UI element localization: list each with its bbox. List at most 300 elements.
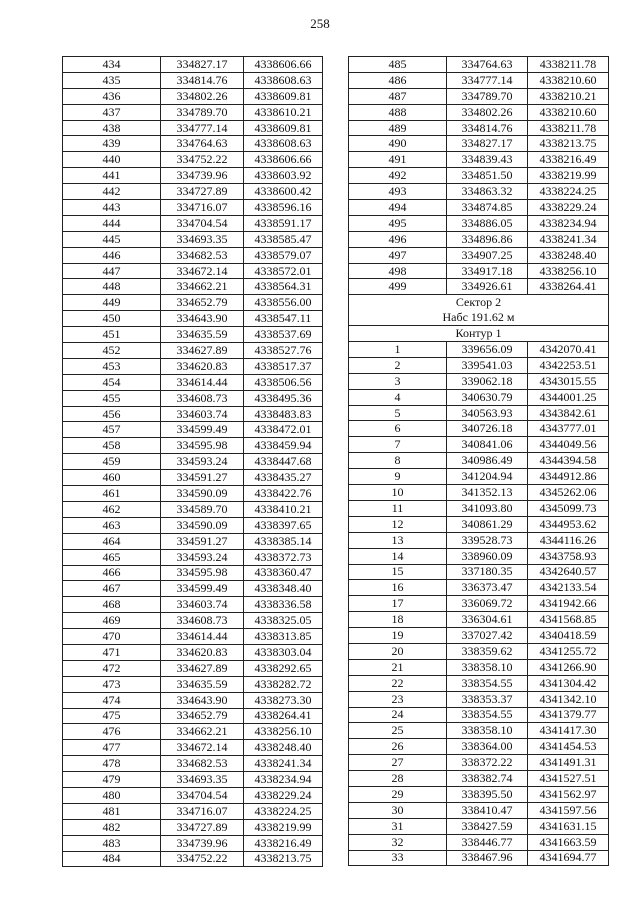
y-coordinate-cell: 4338264.41 bbox=[528, 279, 609, 295]
table-row bbox=[63, 756, 323, 772]
table-row bbox=[349, 453, 609, 469]
table-row bbox=[63, 200, 323, 216]
y-coordinate-cell: 4338435.27 bbox=[244, 470, 323, 486]
table-row bbox=[63, 136, 323, 152]
table-row bbox=[63, 613, 323, 629]
x-coordinate-cell: 338353.37 bbox=[447, 691, 528, 707]
point-number-cell: 493 bbox=[349, 184, 447, 200]
x-coordinate-cell: 340630.79 bbox=[447, 389, 528, 405]
point-number-cell: 1 bbox=[349, 342, 447, 358]
x-coordinate-cell: 337027.42 bbox=[447, 628, 528, 644]
table-row bbox=[349, 247, 609, 263]
x-coordinate-cell: 334727.89 bbox=[161, 184, 244, 200]
point-number-cell: 4 bbox=[349, 389, 447, 405]
point-number-cell: 445 bbox=[63, 231, 161, 247]
y-coordinate-cell: 4338603.92 bbox=[244, 168, 323, 184]
x-coordinate-cell: 338960.09 bbox=[447, 548, 528, 564]
y-coordinate-cell: 4338609.81 bbox=[244, 88, 323, 104]
table-row bbox=[349, 548, 609, 564]
point-number-cell: 485 bbox=[349, 57, 447, 73]
x-coordinate-cell: 334635.59 bbox=[161, 676, 244, 692]
point-number-cell: 440 bbox=[63, 152, 161, 168]
x-coordinate-cell: 334886.05 bbox=[447, 215, 528, 231]
y-coordinate-cell: 4338241.34 bbox=[244, 756, 323, 772]
x-coordinate-cell: 340563.93 bbox=[447, 405, 528, 421]
x-coordinate-cell: 338467.96 bbox=[447, 850, 528, 866]
y-coordinate-cell: 4338292.65 bbox=[244, 660, 323, 676]
x-coordinate-cell: 334777.14 bbox=[161, 120, 244, 136]
y-coordinate-cell: 4338241.34 bbox=[528, 231, 609, 247]
point-number-cell: 466 bbox=[63, 565, 161, 581]
point-number-cell: 21 bbox=[349, 659, 447, 675]
table-row bbox=[349, 564, 609, 580]
x-coordinate-cell: 338364.00 bbox=[447, 739, 528, 755]
y-coordinate-cell: 4338256.10 bbox=[528, 263, 609, 279]
table-row bbox=[349, 516, 609, 532]
table-row bbox=[63, 215, 323, 231]
x-coordinate-cell: 341352.13 bbox=[447, 485, 528, 501]
table-row bbox=[349, 168, 609, 184]
table-row bbox=[63, 374, 323, 390]
table-row bbox=[349, 596, 609, 612]
table-row bbox=[63, 120, 323, 136]
x-coordinate-cell: 334764.63 bbox=[161, 136, 244, 152]
y-coordinate-cell: 4338385.14 bbox=[244, 533, 323, 549]
x-coordinate-cell: 334590.09 bbox=[161, 517, 244, 533]
y-coordinate-cell: 4342253.51 bbox=[528, 357, 609, 373]
x-coordinate-cell: 334752.22 bbox=[161, 851, 244, 867]
point-number-cell: 483 bbox=[63, 835, 161, 851]
table-row bbox=[349, 675, 609, 691]
point-number-cell: 441 bbox=[63, 168, 161, 184]
x-coordinate-cell: 334827.17 bbox=[161, 57, 244, 73]
point-number-cell: 439 bbox=[63, 136, 161, 152]
table-row bbox=[349, 231, 609, 247]
table-row bbox=[63, 422, 323, 438]
table-row bbox=[63, 803, 323, 819]
y-coordinate-cell: 4338256.10 bbox=[244, 724, 323, 740]
point-number-cell: 496 bbox=[349, 231, 447, 247]
y-coordinate-cell: 4341562.97 bbox=[528, 786, 609, 802]
table-row bbox=[63, 279, 323, 295]
point-number-cell: 16 bbox=[349, 580, 447, 596]
x-coordinate-cell: 338358.10 bbox=[447, 723, 528, 739]
y-coordinate-cell: 4342070.41 bbox=[528, 342, 609, 358]
x-coordinate-cell: 334704.54 bbox=[161, 215, 244, 231]
y-coordinate-cell: 4344394.58 bbox=[528, 453, 609, 469]
table-row bbox=[63, 692, 323, 708]
point-number-cell: 490 bbox=[349, 136, 447, 152]
table-row bbox=[349, 263, 609, 279]
table-row bbox=[349, 691, 609, 707]
x-coordinate-cell: 334662.21 bbox=[161, 724, 244, 740]
y-coordinate-cell: 4338422.76 bbox=[244, 486, 323, 502]
point-number-cell: 18 bbox=[349, 612, 447, 628]
y-coordinate-cell: 4338211.78 bbox=[528, 57, 609, 73]
y-coordinate-cell: 4341255.72 bbox=[528, 643, 609, 659]
x-coordinate-cell: 340726.18 bbox=[447, 421, 528, 437]
point-number-cell: 463 bbox=[63, 517, 161, 533]
point-number-cell: 460 bbox=[63, 470, 161, 486]
x-coordinate-cell: 336373.47 bbox=[447, 580, 528, 596]
y-coordinate-cell: 4338608.63 bbox=[244, 136, 323, 152]
point-number-cell: 22 bbox=[349, 675, 447, 691]
x-coordinate-cell: 334614.44 bbox=[161, 629, 244, 645]
point-number-cell: 478 bbox=[63, 756, 161, 772]
table-row bbox=[63, 597, 323, 613]
y-coordinate-cell: 4345099.73 bbox=[528, 500, 609, 516]
y-coordinate-cell: 4343015.55 bbox=[528, 373, 609, 389]
point-number-cell: 19 bbox=[349, 628, 447, 644]
y-coordinate-cell: 4341266.90 bbox=[528, 659, 609, 675]
sector-title-row bbox=[349, 295, 609, 310]
table-row bbox=[349, 120, 609, 136]
y-coordinate-cell: 4338547.11 bbox=[244, 311, 323, 327]
table-row bbox=[63, 184, 323, 200]
x-coordinate-cell: 334827.17 bbox=[447, 136, 528, 152]
y-coordinate-cell: 4341942.66 bbox=[528, 596, 609, 612]
x-coordinate-cell: 334627.89 bbox=[161, 343, 244, 359]
y-coordinate-cell: 4344116.26 bbox=[528, 532, 609, 548]
table-row bbox=[63, 565, 323, 581]
table-row bbox=[349, 357, 609, 373]
point-number-cell: 479 bbox=[63, 772, 161, 788]
y-coordinate-cell: 4338596.16 bbox=[244, 200, 323, 216]
sector-title: Сектор 2 bbox=[349, 295, 609, 310]
x-coordinate-cell: 334789.70 bbox=[161, 104, 244, 120]
point-number-cell: 495 bbox=[349, 215, 447, 231]
y-coordinate-cell: 4338360.47 bbox=[244, 565, 323, 581]
x-coordinate-cell: 340841.06 bbox=[447, 437, 528, 453]
table-row bbox=[63, 629, 323, 645]
x-coordinate-cell: 334590.09 bbox=[161, 486, 244, 502]
y-coordinate-cell: 4338348.40 bbox=[244, 581, 323, 597]
x-coordinate-cell: 340986.49 bbox=[447, 453, 528, 469]
x-coordinate-cell: 334599.49 bbox=[161, 422, 244, 438]
table-row bbox=[349, 659, 609, 675]
point-number-cell: 23 bbox=[349, 691, 447, 707]
point-number-cell: 447 bbox=[63, 263, 161, 279]
point-number-cell: 443 bbox=[63, 200, 161, 216]
table-row bbox=[349, 739, 609, 755]
point-number-cell: 437 bbox=[63, 104, 161, 120]
table-row bbox=[349, 88, 609, 104]
y-coordinate-cell: 4338234.94 bbox=[528, 215, 609, 231]
point-number-cell: 476 bbox=[63, 724, 161, 740]
x-coordinate-cell: 338354.55 bbox=[447, 675, 528, 691]
point-number-cell: 17 bbox=[349, 596, 447, 612]
point-number-cell: 446 bbox=[63, 247, 161, 263]
y-coordinate-cell: 4338273.30 bbox=[244, 692, 323, 708]
table-row bbox=[349, 850, 609, 866]
x-coordinate-cell: 334603.74 bbox=[161, 597, 244, 613]
x-coordinate-cell: 334907.25 bbox=[447, 247, 528, 263]
point-number-cell: 454 bbox=[63, 374, 161, 390]
point-number-cell: 465 bbox=[63, 549, 161, 565]
point-number-cell: 5 bbox=[349, 405, 447, 421]
table-row bbox=[63, 517, 323, 533]
coordinates-table-right bbox=[348, 56, 609, 866]
y-coordinate-cell: 4341527.51 bbox=[528, 771, 609, 787]
y-coordinate-cell: 4338610.21 bbox=[244, 104, 323, 120]
x-coordinate-cell: 334620.83 bbox=[161, 644, 244, 660]
y-coordinate-cell: 4341454.53 bbox=[528, 739, 609, 755]
contour-title: Контур 1 bbox=[349, 326, 609, 342]
table-row bbox=[63, 581, 323, 597]
point-number-cell: 436 bbox=[63, 88, 161, 104]
x-coordinate-cell: 334614.44 bbox=[161, 374, 244, 390]
table-row bbox=[63, 835, 323, 851]
x-coordinate-cell: 334926.61 bbox=[447, 279, 528, 295]
x-coordinate-cell: 339528.73 bbox=[447, 532, 528, 548]
page-number: 258 bbox=[310, 16, 330, 31]
point-number-cell: 3 bbox=[349, 373, 447, 389]
table-row bbox=[63, 390, 323, 406]
table-row bbox=[349, 532, 609, 548]
table-row bbox=[349, 421, 609, 437]
x-coordinate-cell: 334704.54 bbox=[161, 787, 244, 803]
y-coordinate-cell: 4338216.49 bbox=[528, 152, 609, 168]
x-coordinate-cell: 334777.14 bbox=[447, 72, 528, 88]
point-number-cell: 32 bbox=[349, 834, 447, 850]
x-coordinate-cell: 334739.96 bbox=[161, 835, 244, 851]
x-coordinate-cell: 340861.29 bbox=[447, 516, 528, 532]
table-row bbox=[349, 643, 609, 659]
point-number-cell: 456 bbox=[63, 406, 161, 422]
x-coordinate-cell: 339541.03 bbox=[447, 357, 528, 373]
table-row bbox=[349, 723, 609, 739]
y-coordinate-cell: 4338556.00 bbox=[244, 295, 323, 311]
x-coordinate-cell: 338358.10 bbox=[447, 659, 528, 675]
y-coordinate-cell: 4338210.21 bbox=[528, 88, 609, 104]
point-number-cell: 444 bbox=[63, 215, 161, 231]
y-coordinate-cell: 4338564.31 bbox=[244, 279, 323, 295]
point-number-cell: 494 bbox=[349, 200, 447, 216]
coordinates-table-left bbox=[62, 56, 323, 867]
point-number-cell: 29 bbox=[349, 786, 447, 802]
x-coordinate-cell: 334789.70 bbox=[447, 88, 528, 104]
table-row bbox=[63, 454, 323, 470]
point-number-cell: 438 bbox=[63, 120, 161, 136]
table-row bbox=[349, 152, 609, 168]
point-number-cell: 449 bbox=[63, 295, 161, 311]
x-coordinate-cell: 334839.43 bbox=[447, 152, 528, 168]
table-row bbox=[63, 787, 323, 803]
table-row bbox=[349, 786, 609, 802]
point-number-cell: 14 bbox=[349, 548, 447, 564]
table-row bbox=[63, 358, 323, 374]
table-row bbox=[63, 676, 323, 692]
table-row bbox=[349, 200, 609, 216]
point-number-cell: 469 bbox=[63, 613, 161, 629]
y-coordinate-cell: 4344001.25 bbox=[528, 389, 609, 405]
table-row bbox=[349, 437, 609, 453]
x-coordinate-cell: 338427.59 bbox=[447, 818, 528, 834]
y-coordinate-cell: 4338219.99 bbox=[528, 168, 609, 184]
x-coordinate-cell: 334693.35 bbox=[161, 772, 244, 788]
point-number-cell: 458 bbox=[63, 438, 161, 454]
y-coordinate-cell: 4344049.56 bbox=[528, 437, 609, 453]
x-coordinate-cell: 334752.22 bbox=[161, 152, 244, 168]
y-coordinate-cell: 4338506.56 bbox=[244, 374, 323, 390]
table-row bbox=[349, 136, 609, 152]
y-coordinate-cell: 4338527.76 bbox=[244, 343, 323, 359]
point-number-cell: 473 bbox=[63, 676, 161, 692]
table-row bbox=[63, 406, 323, 422]
y-coordinate-cell: 4338325.05 bbox=[244, 613, 323, 629]
y-coordinate-cell: 4341342.10 bbox=[528, 691, 609, 707]
point-number-cell: 31 bbox=[349, 818, 447, 834]
table-row bbox=[63, 72, 323, 88]
y-coordinate-cell: 4338264.41 bbox=[244, 708, 323, 724]
x-coordinate-cell: 334672.14 bbox=[161, 263, 244, 279]
point-number-cell: 452 bbox=[63, 343, 161, 359]
y-coordinate-cell: 4338600.42 bbox=[244, 184, 323, 200]
point-number-cell: 498 bbox=[349, 263, 447, 279]
y-coordinate-cell: 4338397.65 bbox=[244, 517, 323, 533]
table-row bbox=[349, 771, 609, 787]
table-row bbox=[349, 342, 609, 358]
table-row bbox=[349, 57, 609, 73]
table-row bbox=[349, 215, 609, 231]
y-coordinate-cell: 4338572.01 bbox=[244, 263, 323, 279]
x-coordinate-cell: 337180.35 bbox=[447, 564, 528, 580]
x-coordinate-cell: 334851.50 bbox=[447, 168, 528, 184]
x-coordinate-cell: 341093.80 bbox=[447, 500, 528, 516]
table-row bbox=[63, 819, 323, 835]
x-coordinate-cell: 334595.98 bbox=[161, 438, 244, 454]
y-coordinate-cell: 4338372.73 bbox=[244, 549, 323, 565]
point-number-cell: 472 bbox=[63, 660, 161, 676]
x-coordinate-cell: 334863.32 bbox=[447, 184, 528, 200]
y-coordinate-cell: 4338537.69 bbox=[244, 327, 323, 343]
x-coordinate-cell: 334917.18 bbox=[447, 263, 528, 279]
table-row bbox=[349, 469, 609, 485]
table-row bbox=[63, 740, 323, 756]
y-coordinate-cell: 4341597.56 bbox=[528, 802, 609, 818]
y-coordinate-cell: 4338216.49 bbox=[244, 835, 323, 851]
x-coordinate-cell: 334682.53 bbox=[161, 756, 244, 772]
x-coordinate-cell: 334652.79 bbox=[161, 708, 244, 724]
x-coordinate-cell: 338446.77 bbox=[447, 834, 528, 850]
x-coordinate-cell: 334603.74 bbox=[161, 406, 244, 422]
point-number-cell: 450 bbox=[63, 311, 161, 327]
x-coordinate-cell: 334591.27 bbox=[161, 533, 244, 549]
y-coordinate-cell: 4338219.99 bbox=[244, 819, 323, 835]
y-coordinate-cell: 4338282.72 bbox=[244, 676, 323, 692]
table-row bbox=[63, 152, 323, 168]
x-coordinate-cell: 339062.18 bbox=[447, 373, 528, 389]
y-coordinate-cell: 4338336.58 bbox=[244, 597, 323, 613]
y-coordinate-cell: 4338229.24 bbox=[244, 787, 323, 803]
table-row bbox=[349, 818, 609, 834]
y-coordinate-cell: 4338591.17 bbox=[244, 215, 323, 231]
y-coordinate-cell: 4338213.75 bbox=[528, 136, 609, 152]
point-number-cell: 455 bbox=[63, 390, 161, 406]
y-coordinate-cell: 4341491.31 bbox=[528, 755, 609, 771]
table-row bbox=[63, 168, 323, 184]
point-number-cell: 26 bbox=[349, 739, 447, 755]
x-coordinate-cell: 334716.07 bbox=[161, 200, 244, 216]
y-coordinate-cell: 4338313.85 bbox=[244, 629, 323, 645]
x-coordinate-cell: 334716.07 bbox=[161, 803, 244, 819]
table-row bbox=[63, 343, 323, 359]
point-number-cell: 475 bbox=[63, 708, 161, 724]
point-number-cell: 10 bbox=[349, 485, 447, 501]
table-row bbox=[63, 501, 323, 517]
point-number-cell: 11 bbox=[349, 500, 447, 516]
x-coordinate-cell: 336069.72 bbox=[447, 596, 528, 612]
x-coordinate-cell: 338359.62 bbox=[447, 643, 528, 659]
x-coordinate-cell: 334608.73 bbox=[161, 613, 244, 629]
point-number-cell: 468 bbox=[63, 597, 161, 613]
table-row bbox=[63, 231, 323, 247]
point-number-cell: 471 bbox=[63, 644, 161, 660]
x-coordinate-cell: 334652.79 bbox=[161, 295, 244, 311]
table-row bbox=[63, 549, 323, 565]
table-row bbox=[63, 851, 323, 867]
x-coordinate-cell: 334874.85 bbox=[447, 200, 528, 216]
table-row bbox=[349, 405, 609, 421]
x-coordinate-cell: 338382.74 bbox=[447, 771, 528, 787]
y-coordinate-cell: 4343842.61 bbox=[528, 405, 609, 421]
point-number-cell: 482 bbox=[63, 819, 161, 835]
table-row bbox=[349, 184, 609, 200]
y-coordinate-cell: 4338213.75 bbox=[244, 851, 323, 867]
y-coordinate-cell: 4343777.01 bbox=[528, 421, 609, 437]
table-row bbox=[349, 580, 609, 596]
table-row bbox=[349, 485, 609, 501]
x-coordinate-cell: 336304.61 bbox=[447, 612, 528, 628]
x-coordinate-cell: 334608.73 bbox=[161, 390, 244, 406]
y-coordinate-cell: 4338303.04 bbox=[244, 644, 323, 660]
x-coordinate-cell: 334662.21 bbox=[161, 279, 244, 295]
point-number-cell: 8 bbox=[349, 453, 447, 469]
y-coordinate-cell: 4338483.83 bbox=[244, 406, 323, 422]
point-number-cell: 489 bbox=[349, 120, 447, 136]
point-number-cell: 491 bbox=[349, 152, 447, 168]
x-coordinate-cell: 334589.70 bbox=[161, 501, 244, 517]
y-coordinate-cell: 4338585.47 bbox=[244, 231, 323, 247]
y-coordinate-cell: 4338224.25 bbox=[528, 184, 609, 200]
table-row bbox=[63, 88, 323, 104]
y-coordinate-cell: 4344912.86 bbox=[528, 469, 609, 485]
x-coordinate-cell: 334595.98 bbox=[161, 565, 244, 581]
x-coordinate-cell: 338372.22 bbox=[447, 755, 528, 771]
point-number-cell: 13 bbox=[349, 532, 447, 548]
table-row bbox=[63, 311, 323, 327]
y-coordinate-cell: 4342640.57 bbox=[528, 564, 609, 580]
x-coordinate-cell: 338354.55 bbox=[447, 707, 528, 723]
x-coordinate-cell: 334814.76 bbox=[447, 120, 528, 136]
table-row bbox=[63, 724, 323, 740]
x-coordinate-cell: 334739.96 bbox=[161, 168, 244, 184]
point-number-cell: 435 bbox=[63, 72, 161, 88]
point-number-cell: 7 bbox=[349, 437, 447, 453]
x-coordinate-cell: 334591.27 bbox=[161, 470, 244, 486]
x-coordinate-cell: 341204.94 bbox=[447, 469, 528, 485]
y-coordinate-cell: 4338495.36 bbox=[244, 390, 323, 406]
x-coordinate-cell: 334802.26 bbox=[161, 88, 244, 104]
y-coordinate-cell: 4338210.60 bbox=[528, 72, 609, 88]
table-row bbox=[63, 247, 323, 263]
table-row bbox=[63, 295, 323, 311]
point-number-cell: 15 bbox=[349, 564, 447, 580]
y-coordinate-cell: 4338234.94 bbox=[244, 772, 323, 788]
y-coordinate-cell: 4338606.66 bbox=[244, 152, 323, 168]
y-coordinate-cell: 4343758.93 bbox=[528, 548, 609, 564]
point-number-cell: 448 bbox=[63, 279, 161, 295]
